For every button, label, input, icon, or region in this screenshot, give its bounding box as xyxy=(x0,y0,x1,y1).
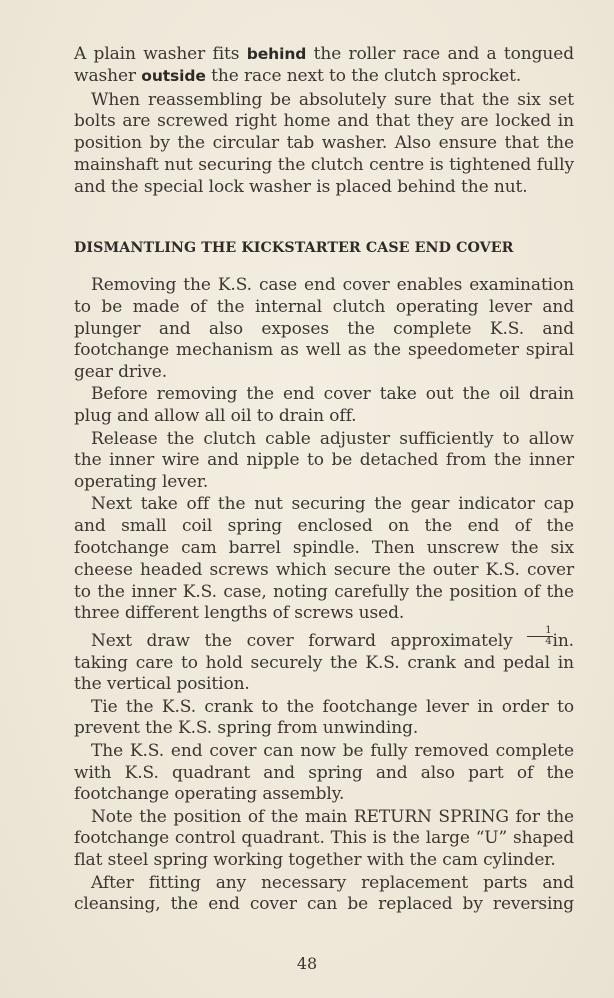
washer-text-end: the race next to the clutch sprocket. xyxy=(205,65,522,86)
paragraph-clutch-cable: Release the clutch cable adjuster sufficiently to allow the inner wire and nipple to be detached from the inner operating lever. xyxy=(74,428,574,493)
section-heading: DISMANTLING THE KICKSTARTER CASE END COVER xyxy=(74,240,514,256)
reassembling-paragraph: When reassembling be absolutely sure that the six set bolts are screwed right home and that they are locked in position by the circular tab washer. Also ensure that the mainshaft nut securing the clutch centre is tightened fully and the special lock washer is placed behind the nut. xyxy=(74,89,574,197)
washer-text-start: A plain washer fits xyxy=(74,44,247,64)
quarter-inch-fraction xyxy=(527,626,552,647)
page-number: 48 xyxy=(296,954,318,973)
paragraph-removing-cover: Removing the K.S. case end cover enables examination to be made of the internal clutch operating lever and plunger and also exposes the complete K.S. and footchange mechanism as well as the speedometer spiral gear drive. xyxy=(74,275,574,383)
washer-text-middle: the roller race and a tongued washer xyxy=(74,44,574,86)
paragraph-reassembly: After fitting any necessary replacement parts and cleansing, the end cover can be replaced by reversing xyxy=(74,872,574,915)
draw-cover-text-start: Next draw the cover forward approximately xyxy=(91,630,528,651)
paragraph-return-spring: Note the position of the main RETURN SPRING for the footchange control quadrant. This is the large “U” shaped flat steel spring working together with the cam cylinder. xyxy=(74,806,574,871)
section-text-block xyxy=(74,275,574,916)
emphasis-outside: outside xyxy=(141,66,206,85)
paragraph-tie-crank: Tie the K.S. crank to the footchange lever in order to prevent the K.S. spring from unwinding. xyxy=(74,696,574,739)
draw-cover-text-end: in. taking care to hold securely the K.S. crank and pedal in the vertical position. xyxy=(74,630,574,695)
paragraph-oil-drain: Before removing the end cover take out the oil drain plug and allow all oil to drain off. xyxy=(74,384,574,427)
paragraph-remove-cover: The K.S. end cover can now be fully removed complete with K.S. quadrant and spring and also part of the footchange operating assembly. xyxy=(74,740,574,805)
fraction-numerator: 1 xyxy=(527,626,552,637)
washer-paragraph xyxy=(74,44,574,88)
paragraph-draw-cover xyxy=(74,626,574,696)
fraction-denominator: 4 xyxy=(545,635,552,647)
paragraph-gear-indicator: Next take off the nut securing the gear indicator cap and small coil spring enclosed on the end of the footchange cam barrel spindle. Then unscrew the six cheese headed screws which secure the outer K.S. cover to the inner K.S. case, noting carefully the position of the three different lengths of screws used. xyxy=(74,494,574,624)
emphasis-behind: behind xyxy=(246,45,307,63)
intro-text-block xyxy=(74,44,574,199)
